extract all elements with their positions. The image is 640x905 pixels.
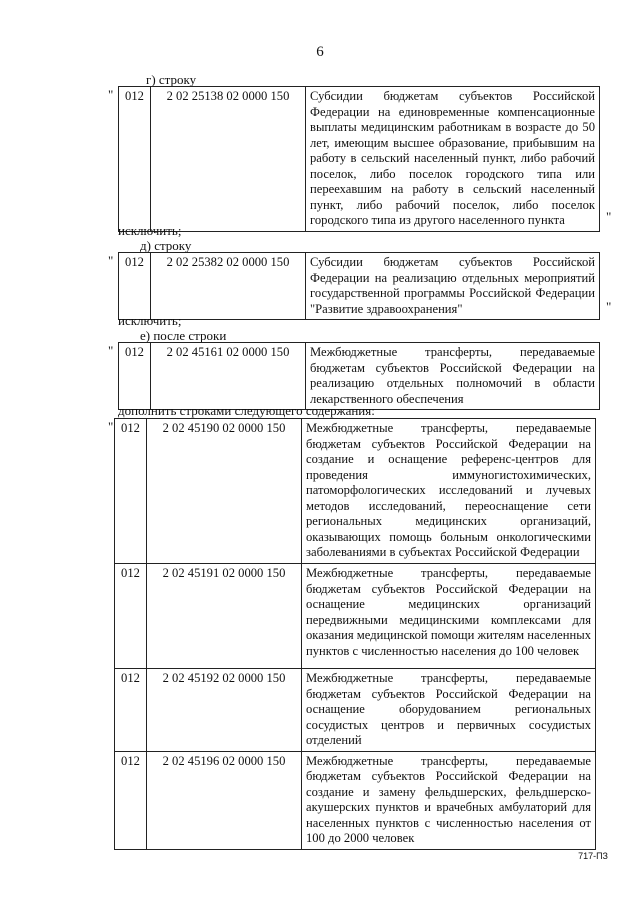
table-row <box>119 253 600 320</box>
code-cell: 012 <box>115 419 147 564</box>
table-row <box>119 87 600 232</box>
section-after-text: исключить; <box>118 223 182 238</box>
page-number: 6 <box>316 44 324 60</box>
section-label: д) строку <box>140 238 192 253</box>
table-block <box>118 86 600 232</box>
code-cell: 012 <box>115 564 147 669</box>
kbk-cell: 2 02 45196 02 0000 150 <box>147 751 302 849</box>
kbk-cell: 2 02 45191 02 0000 150 <box>147 564 302 669</box>
code-cell: 012 <box>119 343 151 410</box>
table-block <box>118 342 600 410</box>
footer-document-code: 717-ПЗ <box>578 851 608 861</box>
name-cell: Межбюджетные трансферты, передаваемые бюджетам субъектов Российской Федерации на оснащение медицинских организаций передвижными медицинскими комплексами для оказания медицинской помощи жителям населенных пунктов с численностью населения до 100 человек <box>302 564 596 669</box>
table-row <box>115 669 596 752</box>
name-cell: Межбюджетные трансферты, передаваемые бюджетам субъектов Российской Федерации на реализацию отдельных полномочий в области лекарственного обеспечения <box>306 343 600 410</box>
table-row <box>115 564 596 669</box>
name-cell: Межбюджетные трансферты, передаваемые бюджетам субъектов Российской Федерации на создание и оснащение референс-центров для проведения иммуногистохимических, патоморфологических исследований и лучевых методов исследований, переоснащение сети региональных медицинских организаций, оказывающих помощь больным онкологическими заболеваниями в субъектах Российской Федерации <box>302 419 596 564</box>
opening-quote: " <box>108 87 114 102</box>
code-cell: 012 <box>115 669 147 752</box>
section-label: е) после строки <box>140 328 227 343</box>
table-row <box>115 751 596 849</box>
opening-quote: " <box>108 253 114 268</box>
code-cell: 012 <box>115 751 147 849</box>
section-label: г) строку <box>146 72 197 87</box>
name-cell: Межбюджетные трансферты, передаваемые бюджетам субъектов Российской Федерации на оснащение оборудованием региональных сосудистых центров и первичных сосудистых отделений <box>302 669 596 752</box>
table-row <box>119 343 600 410</box>
table-block <box>114 418 596 850</box>
closing-quote: " <box>606 209 612 224</box>
section-after-text: дополнить строками следующего содержания: <box>118 403 375 418</box>
name-cell: Субсидии бюджетам субъектов Российской Федерации на реализацию отдельных мероприятий государственной программы Российской Федерации "Развитие здравоохранения" <box>306 253 600 320</box>
kbk-cell: 2 02 25382 02 0000 150 <box>151 253 306 320</box>
kbk-cell: 2 02 45161 02 0000 150 <box>151 343 306 410</box>
opening-quote: " <box>108 343 114 358</box>
section-after-text: исключить; <box>118 313 182 328</box>
opening-quote: " <box>108 419 114 434</box>
name-cell: Субсидии бюджетам субъектов Российской Федерации на единовременные компенсационные выплаты медицинским работникам в возрасте до 50 лет, имеющим высшее образование, прибывшим на работу в сельский населенный пункт, либо рабочий поселок, либо поселок городского типа или переехавшим на работу в сельский населенный пункт, либо рабочий поселок, либо поселок городского типа из другого населенного пункта <box>306 87 600 232</box>
table-block <box>118 252 600 320</box>
name-cell: Межбюджетные трансферты, передаваемые бюджетам субъектов Российской Федерации на создание и замену фельдшерских, фельдшерско-акушерских пунктов и врачебных амбулаторий для населенных пунктов с численностью населения от 100 до 2000 человек <box>302 751 596 849</box>
code-cell: 012 <box>119 87 151 232</box>
kbk-cell: 2 02 25138 02 0000 150 <box>151 87 306 232</box>
code-cell: 012 <box>119 253 151 320</box>
kbk-cell: 2 02 45190 02 0000 150 <box>147 419 302 564</box>
closing-quote: " <box>606 299 612 314</box>
kbk-cell: 2 02 45192 02 0000 150 <box>147 669 302 752</box>
table-row <box>115 419 596 564</box>
